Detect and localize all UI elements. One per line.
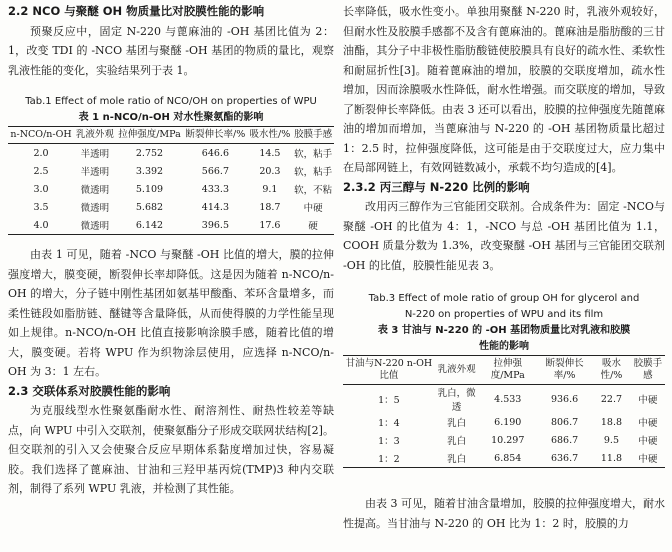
table-cell: 6.142: [135, 219, 164, 231]
table-cell: 6.854: [494, 452, 522, 464]
table-cell: 9.5: [603, 434, 619, 446]
table-cell: 4.533: [494, 393, 522, 405]
table-cell: 22.7: [600, 393, 623, 405]
table-cell: 软，粘手: [294, 167, 333, 178]
left-column: [8, 0, 334, 499]
table-row: [8, 144, 334, 163]
table-header-cell: 拉伸强度/MPa: [490, 358, 525, 381]
table-cell: 20.3: [259, 165, 281, 177]
table-3-caption-en-line1: Tab.3 Effect of mole ratio of group OH for glycerol and: [368, 293, 640, 304]
table-cell: 软，粘手: [294, 149, 333, 160]
paragraph-intro: 预聚反应中，固定 N-220 与蓖麻油的 -OH 基团比值为 2：1，改变 TDI 的 -NCO 基团与聚醚 -OH 基团的物质的量比，观察乳液性能的变化，实验结果列于表 1。: [8, 24, 334, 77]
table-cell: 微透明: [80, 203, 110, 214]
table-cell: 10.297: [491, 434, 525, 446]
table-cell: 14.5: [259, 147, 281, 159]
table-3-caption-cn-line1: 表 3 甘油与 N-220 的 -OH 基团物质量比对乳液和胶膜: [377, 325, 631, 336]
table-1-caption-en: Tab.1 Effect of mole ratio of NCO/OH on properties of WPU: [25, 96, 317, 107]
table-header-cell: 吸水性/%: [600, 358, 623, 381]
table-header-cell: 乳液外观: [437, 364, 476, 375]
table-row: [343, 431, 665, 449]
table-cell: 半透明: [80, 149, 110, 160]
table-cell: 17.6: [259, 219, 281, 231]
table-cell: 微透明: [80, 221, 110, 232]
table-cell: 2.0: [33, 147, 49, 159]
table-cell: 2.5: [33, 165, 49, 177]
table-cell: 433.3: [201, 183, 229, 195]
table-cell: 1：4: [378, 418, 400, 429]
table-cell: 微透明: [80, 185, 110, 196]
table-cell: 3.392: [135, 165, 164, 177]
table-3-caption-cn-line2: 性能的影响: [479, 341, 529, 352]
table-cell: 5.682: [135, 201, 164, 213]
table-cell: 3.5: [33, 201, 49, 213]
table-cell: 636.7: [550, 452, 579, 464]
table-row: [343, 449, 665, 468]
table-3-caption-en-line2: N-220 on properties of WPU and its film: [404, 309, 604, 320]
table-header-cell: 断裂伸长率/%: [545, 358, 584, 381]
table-cell: 9.1: [262, 183, 278, 195]
table-cell: 乳白: [447, 418, 467, 429]
table-cell: 18.8: [600, 416, 623, 428]
table-header-cell: 乳液外观: [75, 129, 114, 140]
table-cell: 中硬: [638, 395, 658, 406]
table-cell: 乳白，微透: [437, 388, 476, 413]
section-heading-2-3: 2.3 交联体系对胶膜性能的影响: [8, 383, 171, 398]
table-cell: 1：2: [378, 454, 400, 465]
table-cell: 乳白: [447, 454, 467, 465]
table-cell: 5.109: [135, 183, 164, 195]
table-row: [8, 216, 334, 235]
table-1-block: [8, 94, 334, 235]
table-cell: 396.5: [201, 219, 229, 231]
table-header-cell: 胶膜手感: [294, 129, 333, 140]
table-cell: 软，不粘: [294, 185, 333, 196]
table-cell: 半透明: [80, 167, 110, 178]
paragraph-glycerol: 改用丙三醇作为三官能团交联剂。合成条件为：固定 -NCO与聚醚 -OH 的比值为 4：1，-NCO 与总 -OH 基团比值为 1.1，COOH 质量分数为 1.3%，改变聚醚 -OH 基团与三官能团交联剂 -OH 的比值，胶膜性能见表 3。: [343, 200, 665, 272]
table-header-cell: 拉伸强度/MPa: [118, 129, 181, 140]
table-row: [8, 180, 334, 198]
section-heading-2-2: 2.2 NCO 与聚醚 OH 物质量比对胶膜性能的影响: [8, 4, 265, 18]
paragraph-continued: 长率降低，吸水性变小。单独用聚醚 N-220 时，乳液外观较好，但耐水性及胶膜手感都不及含有蓖麻油的。蓖麻油是脂肪酸的三甘油酯，其分子中非极性脂肪酸链使胶膜具有良好的疏水性、柔软性和耐屈折性[3]。随着蓖麻油的增加，胶膜的交联度增加，疏水性增加，因而涂膜吸水性降低，耐水性增强。而交联度的增加，导致了断裂伸长率降低。由表 3 还可以看出，胶膜的拉伸强度先随蓖麻油的增加而增加，当蓖麻油与 N-220 的 -OH 基团物质量比超过 1：2.5 时，拉伸强度降低，这可能是由于交联度过大，应力集中在局部网链上，有效网链数减小，承载不均匀造成的[4]。: [343, 5, 665, 174]
paragraph-table-1-discussion: 由表 1 可见，随着 -NCO 与聚醚 -OH 比值的增大，膜的拉伸强度增大，膜变硬，断裂伸长率却降低。这是因为随着 n-NCO/n-OH 的增大，分子链中刚性基团如氨基甲酸酯、苯环含量增多，而柔性链段如脂肪链、醚键等含量降低，从而使得膜的力学性能呈现如上规律。n-NCO/n-OH 比值直接影响涂膜手感，随着比值的增大，膜变硬。若将 WPU 作为织物涂层使用，应选择 n-NCO/n-OH 为 3：1 左右。: [8, 248, 334, 378]
table-cell: 硬: [308, 221, 318, 232]
table-cell: 中硬: [638, 454, 658, 465]
table-cell: 1：3: [378, 436, 400, 447]
table-cell: 中硬: [303, 203, 323, 214]
table-cell: 2.752: [135, 147, 164, 159]
table-row: [8, 162, 334, 180]
table-header-cell: 甘油与N-220 n-OH 比值: [345, 358, 433, 381]
table-cell: 中硬: [638, 436, 658, 447]
table-cell: 414.3: [201, 201, 229, 213]
table-3-block: [343, 291, 665, 468]
right-column: [343, 0, 665, 533]
table-header-cell: 断裂伸长率/%: [185, 129, 246, 140]
table-row: [343, 385, 665, 414]
table-cell: 乳白: [447, 436, 467, 447]
table-cell: 4.0: [33, 219, 49, 231]
table-cell: 1：5: [378, 395, 400, 406]
paragraph-table-3-discussion: 由表 3 可见，随着甘油含量增加，胶膜的拉伸强度增大，耐水性提高。当甘油与 N-220 的 OH 比为 1：2 时，胶膜的力: [343, 497, 665, 530]
table-cell: 806.7: [550, 416, 579, 428]
table-cell: 646.6: [201, 147, 229, 159]
section-heading-2-3-2: 2.3.2 丙三醇与 N-220 比例的影响: [343, 179, 530, 194]
table-cell: 686.7: [550, 434, 579, 446]
table-cell: 18.7: [259, 201, 281, 213]
table-header-cell: n-NCO/n-OH: [10, 129, 72, 140]
table-cell: 11.8: [600, 452, 623, 464]
table-1-caption-cn: 表 1 n-NCO/n-OH 对水性聚氨酯的影响: [78, 112, 264, 123]
table-cell: 566.7: [201, 165, 229, 177]
table-header-cell: 吸水性/%: [249, 129, 291, 140]
table-row: [343, 413, 665, 431]
table-1: [8, 126, 334, 235]
table-row: [8, 198, 334, 216]
table-header-cell: 胶膜手感: [633, 358, 663, 381]
table-cell: 中硬: [638, 418, 658, 429]
table-3: [343, 355, 665, 468]
table-cell: 3.0: [33, 183, 49, 195]
paragraph-crosslink: 为克服线型水性聚氨酯耐水性、耐溶剂性、耐热性较差等缺点，向 WPU 中引入交联剂，使聚氨酯分子形成交联网状结构[2]。但交联剂的引入又会使聚合反应早期体系黏度增加过快，容易凝胶。我们选择了蓖麻油、甘油和三羟甲基丙烷(TMP)3 种内交联剂，制得了系列 WPU 乳液，并检测了其性能。: [8, 404, 334, 495]
table-cell: 936.6: [550, 393, 579, 405]
table-cell: 6.190: [494, 416, 522, 428]
